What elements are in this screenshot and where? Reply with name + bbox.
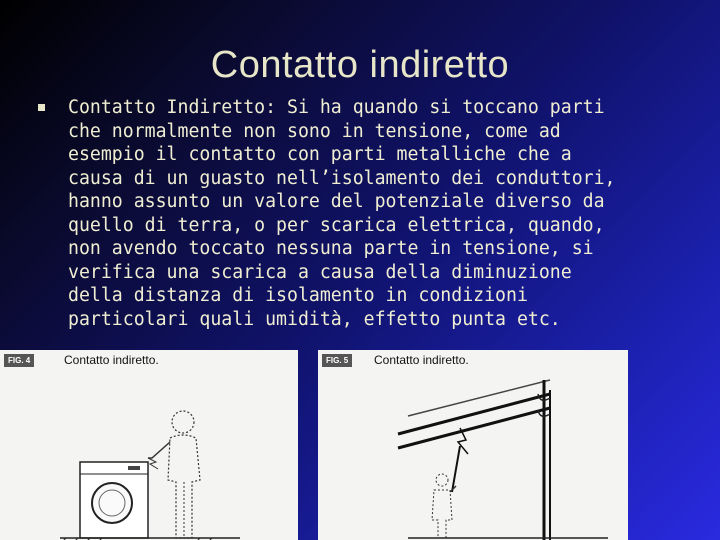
bullet-square-icon (38, 104, 45, 111)
figure-tag: FIG. 5 (322, 354, 352, 367)
figure-caption: Contatto indiretto. (64, 353, 159, 367)
figure-caption: Contatto indiretto. (374, 353, 469, 367)
slide-title: Contatto indiretto (210, 44, 510, 86)
bullet-text: Contatto Indiretto: Si ha quando si toccano parti che normalmente non sono in tensione, come ad esempio il contatto con parti metalliche che a causa di un guasto nell’isolamento dei conduttori, hanno assunto un valore del potenziale diverso da quello di terra, o per scarica elettrica, quando, non avendo toccato nessuna parte in tensione, si verifica una scarica a causa della diminuzione della distanza di isolamento in condizioni particolari quali umidità, effetto punta etc. (68, 97, 616, 330)
washing-machine-person-illustration (0, 350, 298, 540)
figure-washing-machine (0, 350, 298, 540)
power-line-discharge-illustration (318, 350, 628, 540)
figure-power-line (318, 350, 628, 540)
figure-tag: FIG. 4 (4, 354, 34, 367)
